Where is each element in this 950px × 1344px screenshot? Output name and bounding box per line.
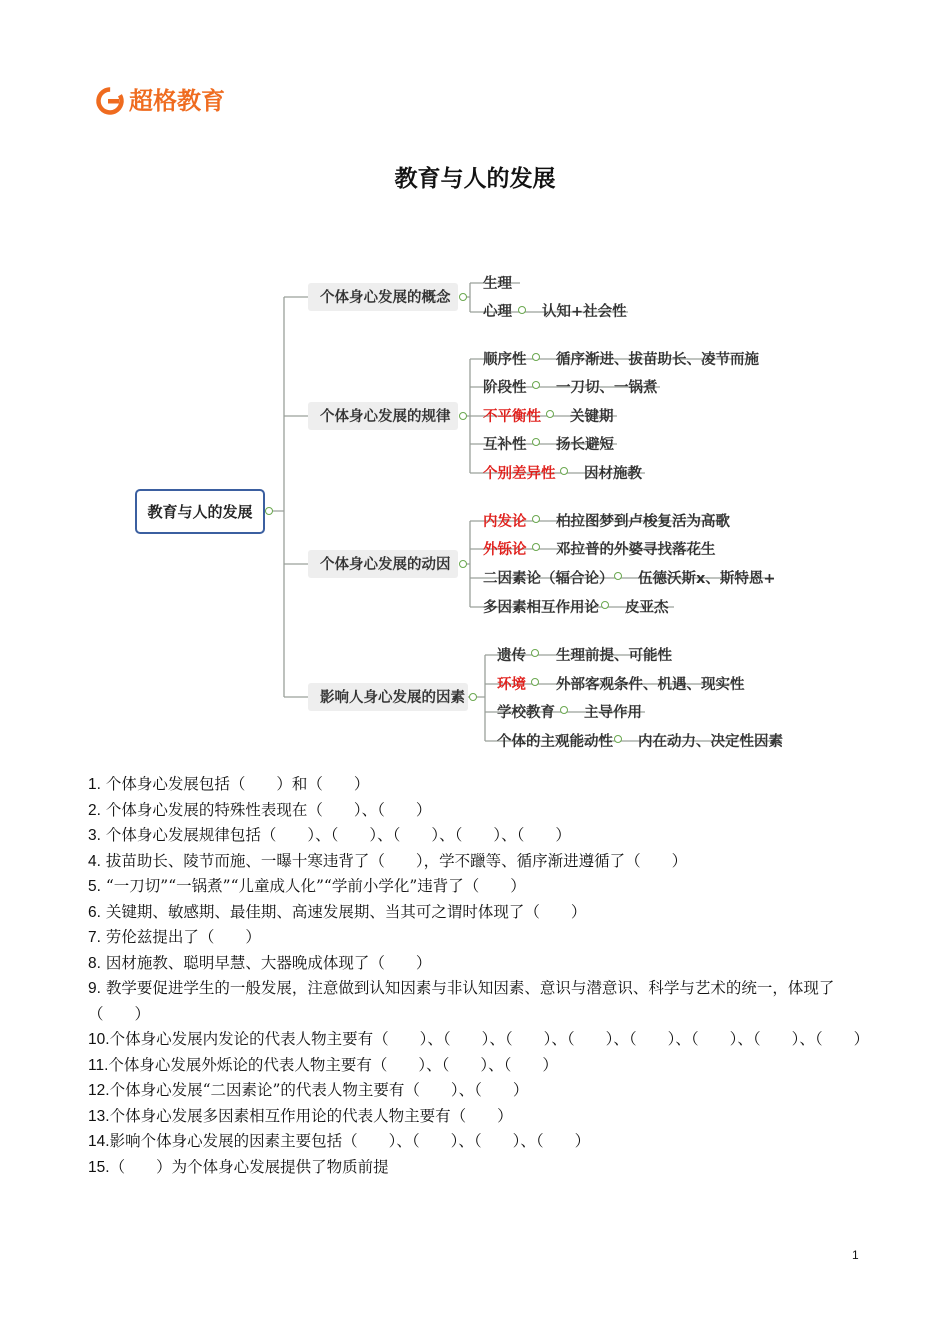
question-item: 7. 劳伦兹提出了（ ） <box>88 928 261 946</box>
question-item: 11.个体身心发展外烁论的代表人物主要有（ ）、（ ）、（ ） <box>88 1055 558 1074</box>
mindmap-root: 教育与人的发展 <box>147 503 253 521</box>
question-item: 15.（ ）为个体身心发展提供了物质前提 <box>88 1157 389 1176</box>
leaf-seq: 顺序性 <box>483 352 527 368</box>
leaf-seq-detail: 循序渐进、拔苗助长、凌节而施 <box>556 352 759 368</box>
category-motive: 个体身心发展的动因 <box>320 557 451 573</box>
leaf-indiv-detail: 因材施教 <box>584 466 642 482</box>
leaf-outer-detail: 邓拉普的外婆寻找落花生 <box>556 542 716 558</box>
leaf-subj-detail: 内在动力、决定性因素 <box>638 734 783 750</box>
category-law: 个体身心发展的规律 <box>320 409 451 425</box>
leaf-comp-detail: 扬长避短 <box>556 437 614 453</box>
leaf-env-detail: 外部客观条件、机遇、现实性 <box>556 677 745 693</box>
category-concept: 个体身心发展的概念 <box>320 290 451 306</box>
leaf-school-detail: 主导作用 <box>584 705 642 721</box>
leaf-unbal-detail: 关键期 <box>570 409 614 425</box>
leaf-comp: 互补性 <box>483 437 527 453</box>
question-item: 1. 个体身心发展包括（ ）和（ ） <box>88 775 370 793</box>
leaf-physio: 生理 <box>483 276 512 292</box>
leaf-indiv: 个别差异性 <box>483 466 556 482</box>
question-item: 8. 因材施教、聪明早慧、大器晚成体现了（ ） <box>88 953 432 972</box>
question-item: 12.个体身心发展“二因素论”的代表人物主要有（ ）、（ ） <box>88 1081 529 1099</box>
category-factor: 影响人身心发展的因素 <box>320 690 465 706</box>
leaf-heredity-detail: 生理前提、可能性 <box>556 648 672 664</box>
question-item: 4. 拔苗助长、陵节而施、一曝十寒违背了（ ），学不躐等、循序渐进遵循了（ ） <box>88 851 688 870</box>
question-item: 2. 个体身心发展的特殊性表现在（ ）、（ ） <box>88 800 432 819</box>
leaf-school: 学校教育 <box>497 705 555 721</box>
leaf-env: 环境 <box>497 677 526 693</box>
question-item: 9. 教学要促进学生的一般发展，注意做到认知因素与非认知因素、意识与潜意识、科学与艺术的统一，体现了（ ） <box>88 979 835 1023</box>
leaf-psych: 心理 <box>483 304 512 320</box>
leaf-stage-detail: 一刀切、一锅煮 <box>556 380 658 396</box>
leaf-stage: 阶段性 <box>483 380 527 396</box>
leaf-inner-detail: 柏拉图梦到卢梭复活为高歌 <box>556 514 730 530</box>
logo-text: 超格教育 <box>129 87 225 115</box>
leaf-psych-detail: 认知+社会性 <box>542 304 627 320</box>
leaf-outer: 外铄论 <box>483 542 527 558</box>
page-title: 教育与人的发展 <box>394 166 556 192</box>
leaf-two: 二因素论（辐合论） <box>483 571 614 587</box>
leaf-heredity: 遗传 <box>497 648 526 664</box>
leaf-two-detail: 伍德沃斯x、斯特恩+ <box>638 571 776 587</box>
leaf-inner: 内发论 <box>483 514 527 530</box>
question-item: 13.个体身心发展多因素相互作用论的代表人物主要有（ ） <box>88 1106 513 1125</box>
leaf-multi-detail: 皮亚杰 <box>625 600 669 616</box>
question-item: 10.个体身心发展内发论的代表人物主要有（ ）、（ ）、（ ）、（ ）、（ ）、（ ）、（ ）、（ ） <box>88 1030 870 1048</box>
question-item: 6. 关键期、敏感期、最佳期、高速发展期、当其可之谓时体现了（ ） <box>88 902 587 921</box>
question-item: 5. “一刀切”“一锅煮”“儿童成人化”“学前小学化”违背了（ ） <box>88 877 526 895</box>
leaf-subj: 个体的主观能动性 <box>497 734 613 750</box>
question-item: 14.影响个体身心发展的因素主要包括（ ）、（ ）、（ ）、（ ） <box>88 1132 591 1150</box>
leaf-unbal: 不平衡性 <box>483 409 541 425</box>
page-number: 1 <box>852 1248 859 1262</box>
leaf-multi: 多因素相互作用论 <box>483 600 599 616</box>
question-item: 3. 个体身心发展规律包括（ ）、（ ）、（ ）、（ ）、（ ） <box>88 826 571 844</box>
question-list <box>88 772 874 1180</box>
